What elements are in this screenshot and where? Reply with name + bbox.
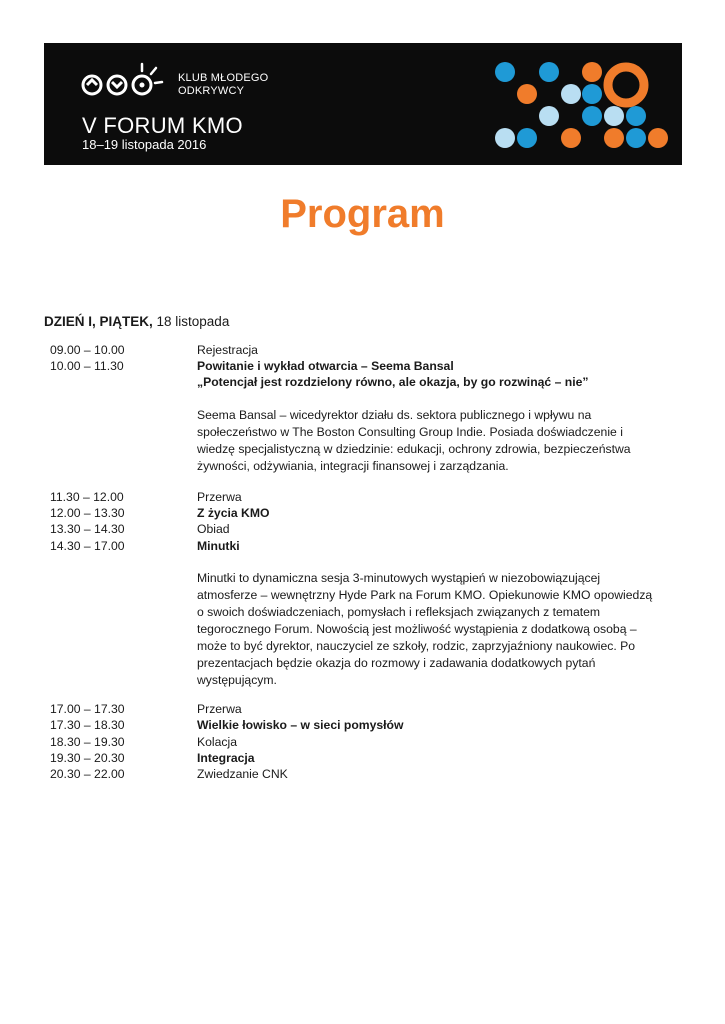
schedule-event: Minutki bbox=[197, 539, 240, 553]
schedule-event: Z życia KMO bbox=[197, 506, 270, 520]
forum-dates: 18–19 listopada 2016 bbox=[82, 137, 207, 152]
schedule-event: Wielkie łowisko – w sieci pomysłów bbox=[197, 718, 404, 732]
schedule-event: Integracja bbox=[197, 751, 255, 765]
description-line: występującym. bbox=[197, 673, 277, 687]
dot bbox=[539, 62, 559, 82]
schedule-time: 20.30 – 22.00 bbox=[50, 767, 125, 781]
day-label: DZIEŃ I, PIĄTEK, bbox=[44, 314, 153, 329]
description-line: tegorocznego Forum. Nowością jest możliwość wystąpienia z dodatkową osobą – bbox=[197, 622, 637, 636]
description-line: prezentacjach będzie okazja do rozmowy i zadawania dodatkowych pytań bbox=[197, 656, 596, 670]
kmo-logo-icon bbox=[80, 55, 175, 100]
dot bbox=[495, 128, 515, 148]
dot bbox=[561, 84, 581, 104]
dot bbox=[582, 62, 602, 82]
description-line: o swoich doświadczeniach, pomysłach i refleksjach związanych z tematem bbox=[197, 605, 601, 619]
dot bbox=[626, 106, 646, 126]
club-name-line2: ODKRYWCY bbox=[178, 85, 245, 97]
dot bbox=[582, 84, 602, 104]
dot bbox=[561, 128, 581, 148]
schedule-event: Kolacja bbox=[197, 735, 237, 749]
club-name-line1: KLUB MŁODEGO bbox=[178, 72, 269, 84]
dot bbox=[517, 128, 537, 148]
schedule-time: 09.00 – 10.00 bbox=[50, 343, 125, 357]
dot bbox=[648, 128, 668, 148]
schedule-event: Przerwa bbox=[197, 490, 242, 504]
description-line: atmosferze – wewnętrzny Hyde Park na Forum KMO. Opiekunowie KMO opowiedzą bbox=[197, 588, 653, 602]
day-heading bbox=[44, 313, 229, 330]
speaker-bio-line: Seema Bansal – wicedyrektor działu ds. sektora publicznego i wpływu na bbox=[197, 408, 592, 422]
description-line: Minutki to dynamiczna sesja 3-minutowych wystąpień w niezobowiązującej bbox=[197, 571, 601, 585]
speaker-bio-line: wiedzę specjalistyczną w dziedzinie: edukacji, ochrony zdrowia, bezpieczeństwa bbox=[197, 442, 631, 456]
dot bbox=[604, 128, 624, 148]
schedule-event: Przerwa bbox=[197, 702, 242, 716]
decorative-dots-graphic bbox=[464, 57, 674, 157]
schedule-event: Zwiedzanie CNK bbox=[197, 767, 288, 781]
schedule-time: 19.30 – 20.30 bbox=[50, 751, 125, 765]
day-date: 18 listopada bbox=[152, 314, 230, 329]
dot bbox=[539, 106, 559, 126]
big-ring bbox=[608, 67, 644, 103]
header-banner bbox=[44, 43, 682, 165]
speaker-bio-line: żywności, odżywiania, integracji finansowej i zarządzania. bbox=[197, 459, 509, 473]
description-line: może to być dyrektor, nauczyciel ze szkoły, rodzic, zaprzyjaźniony naukowiec. Po bbox=[197, 639, 636, 653]
club-name bbox=[178, 72, 268, 98]
schedule-event: Powitanie i wykład otwarcia – Seema Bansal bbox=[197, 359, 454, 373]
schedule-event: Obiad bbox=[197, 522, 230, 536]
speaker-bio bbox=[197, 407, 667, 475]
dot bbox=[495, 62, 515, 82]
schedule-time: 12.00 – 13.30 bbox=[50, 506, 125, 520]
schedule-time: 11.30 – 12.00 bbox=[50, 490, 124, 504]
schedule-event: Rejestracja bbox=[197, 343, 258, 357]
minutki-description bbox=[197, 570, 667, 689]
schedule-time: 13.30 – 14.30 bbox=[50, 522, 125, 536]
schedule-time: 18.30 – 19.30 bbox=[50, 735, 125, 749]
dot bbox=[604, 106, 624, 126]
speaker-bio-line: społeczeństwo w The Boston Consulting Group Indie. Posiada doświadczenie i bbox=[197, 425, 623, 439]
dot bbox=[582, 106, 602, 126]
dot bbox=[517, 84, 537, 104]
lecture-subtitle: „Potencjał jest rozdzielony równo, ale okazja, by go rozwinąć – nie” bbox=[197, 375, 589, 389]
page-title: Program bbox=[280, 192, 445, 236]
forum-title: V FORUM KMO bbox=[82, 113, 243, 138]
schedule-time: 17.30 – 18.30 bbox=[50, 718, 125, 732]
schedule-time: 17.00 – 17.30 bbox=[50, 702, 125, 716]
schedule-time: 14.30 – 17.00 bbox=[50, 539, 125, 553]
schedule-time: 10.00 – 11.30 bbox=[50, 359, 124, 373]
dot bbox=[626, 128, 646, 148]
